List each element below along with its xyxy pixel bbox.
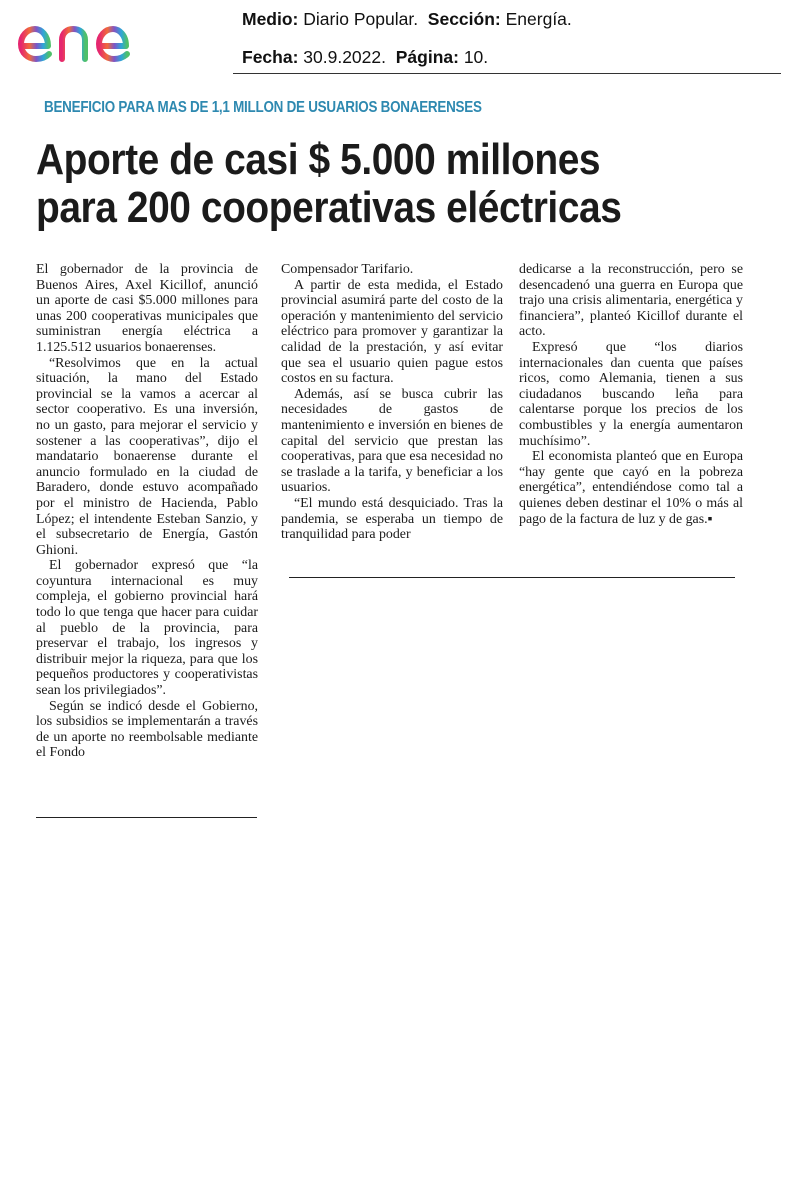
headline-line-1: Aporte de casi $ 5.000 millones (36, 135, 601, 184)
article-column-3 (519, 262, 743, 527)
article-column-1 (36, 262, 258, 761)
col2-paragraph-4: “El mundo está desquiciado. Tras la pandemia, se esperaba un tiempo de tranquilidad para poder (281, 495, 503, 543)
medio-label: Medio: (242, 9, 299, 29)
article-kicker: BENEFICIO PARA MAS DE 1,1 MILLON DE USUARIOS BONAERENSES (44, 99, 482, 116)
col2-paragraph-1: Compensador Tarifario. (281, 262, 414, 277)
col3-paragraph-2: Expresó que “los diarios internacionales dan cuenta que países ricos, como Alemania, tienen a sus ciudadanos buscando leña para calentarse porque los precios de los combustibles y la energía aumentaron muchísimo”. (519, 339, 743, 449)
article-column-2 (281, 262, 503, 543)
headline-line-2: para 200 cooperativas eléctricas (36, 183, 622, 232)
col1-paragraph-3: El gobernador expresó que “la coyuntura internacional es muy compleja, el gobierno provincial hará todo lo que tenga que hacer para cuidar al pueblo de la provincia, para preservar el trabajo, los ingresos y distribuir mejor la riqueza, para que los pequeños productores y cooperativistas sean los privilegiados”. (36, 558, 258, 699)
article-headline (36, 136, 621, 232)
col2-paragraph-2: A partir de esta medida, el Estado provincial asumirá parte del costo de la operación y mantenimiento del servicio eléctrico para promover y garantizar la calidad de la prestación, y así evitar que sea el usuario quien pague estos costos en su factura. (281, 277, 503, 387)
col3-paragraph-3: El economista planteó que en Europa “hay gente que cayó en la pobreza energética”, entendiéndose como tal a quienes deben destinar el 10% o más al pago de la factura de luz y de gas.▪ (519, 449, 743, 527)
column-1-end-rule (36, 817, 257, 818)
col1-paragraph-4: Según se indicó desde el Gobierno, los subsidios se implementarán a través de un aporte no reembolsable mediante el Fondo (36, 698, 258, 761)
col1-paragraph-1: El gobernador de la provincia de Buenos Aires, Axel Kicillof, anunció un aporte de casi $5.000 millones para unas 200 cooperativas municipales que suministran energía eléctrica a 1.125.512 usuarios bonaerenses. (36, 262, 258, 355)
seccion-label: Sección: (427, 9, 501, 29)
fecha-label: Fecha: (242, 47, 299, 67)
seccion-value: Energía. (505, 9, 572, 29)
medio-value: Diario Popular. (303, 9, 419, 29)
col2-paragraph-3: Además, así se busca cubrir las necesidades de gastos de mantenimiento e inversión en bienes de capital del servicio que prestan las cooperativas, para que esa necesidad no se traslade a la tarifa, y beneficiar a los usuarios. (281, 386, 503, 496)
fecha-value: 30.9.2022. (303, 47, 386, 67)
enel-logo (16, 8, 172, 68)
header-line-fecha-pagina (242, 47, 488, 68)
pagina-label: Página: (395, 47, 459, 67)
col1-paragraph-2: “Resolvimos que en la actual situación, la mano del Estado provincial se la vamos a acercar al sector cooperativo. Es una inversión, no un gasto, para mejorar el servicio y sostener a las cooperativas”, dijo el mandatario bonaerense durante el anuncio formulado en la ciudad de Baradero, donde estuvo acompañado por el ministro de Hacienda, Pablo López; el intendente Esteban Sanzio, y el subsecretario de Energía, Gastón Ghioni. (36, 355, 258, 558)
columns-2-3-end-rule (289, 577, 735, 578)
header-line-medio-seccion (242, 9, 572, 30)
col3-paragraph-1: dedicarse a la reconstrucción, pero se desencadenó una guerra en Europa que trajo una crisis alimentaria, energética y financiera”, planteó Kicillof durante el acto. (519, 262, 743, 340)
header-divider (233, 73, 781, 74)
pagina-value: 10. (463, 47, 489, 67)
